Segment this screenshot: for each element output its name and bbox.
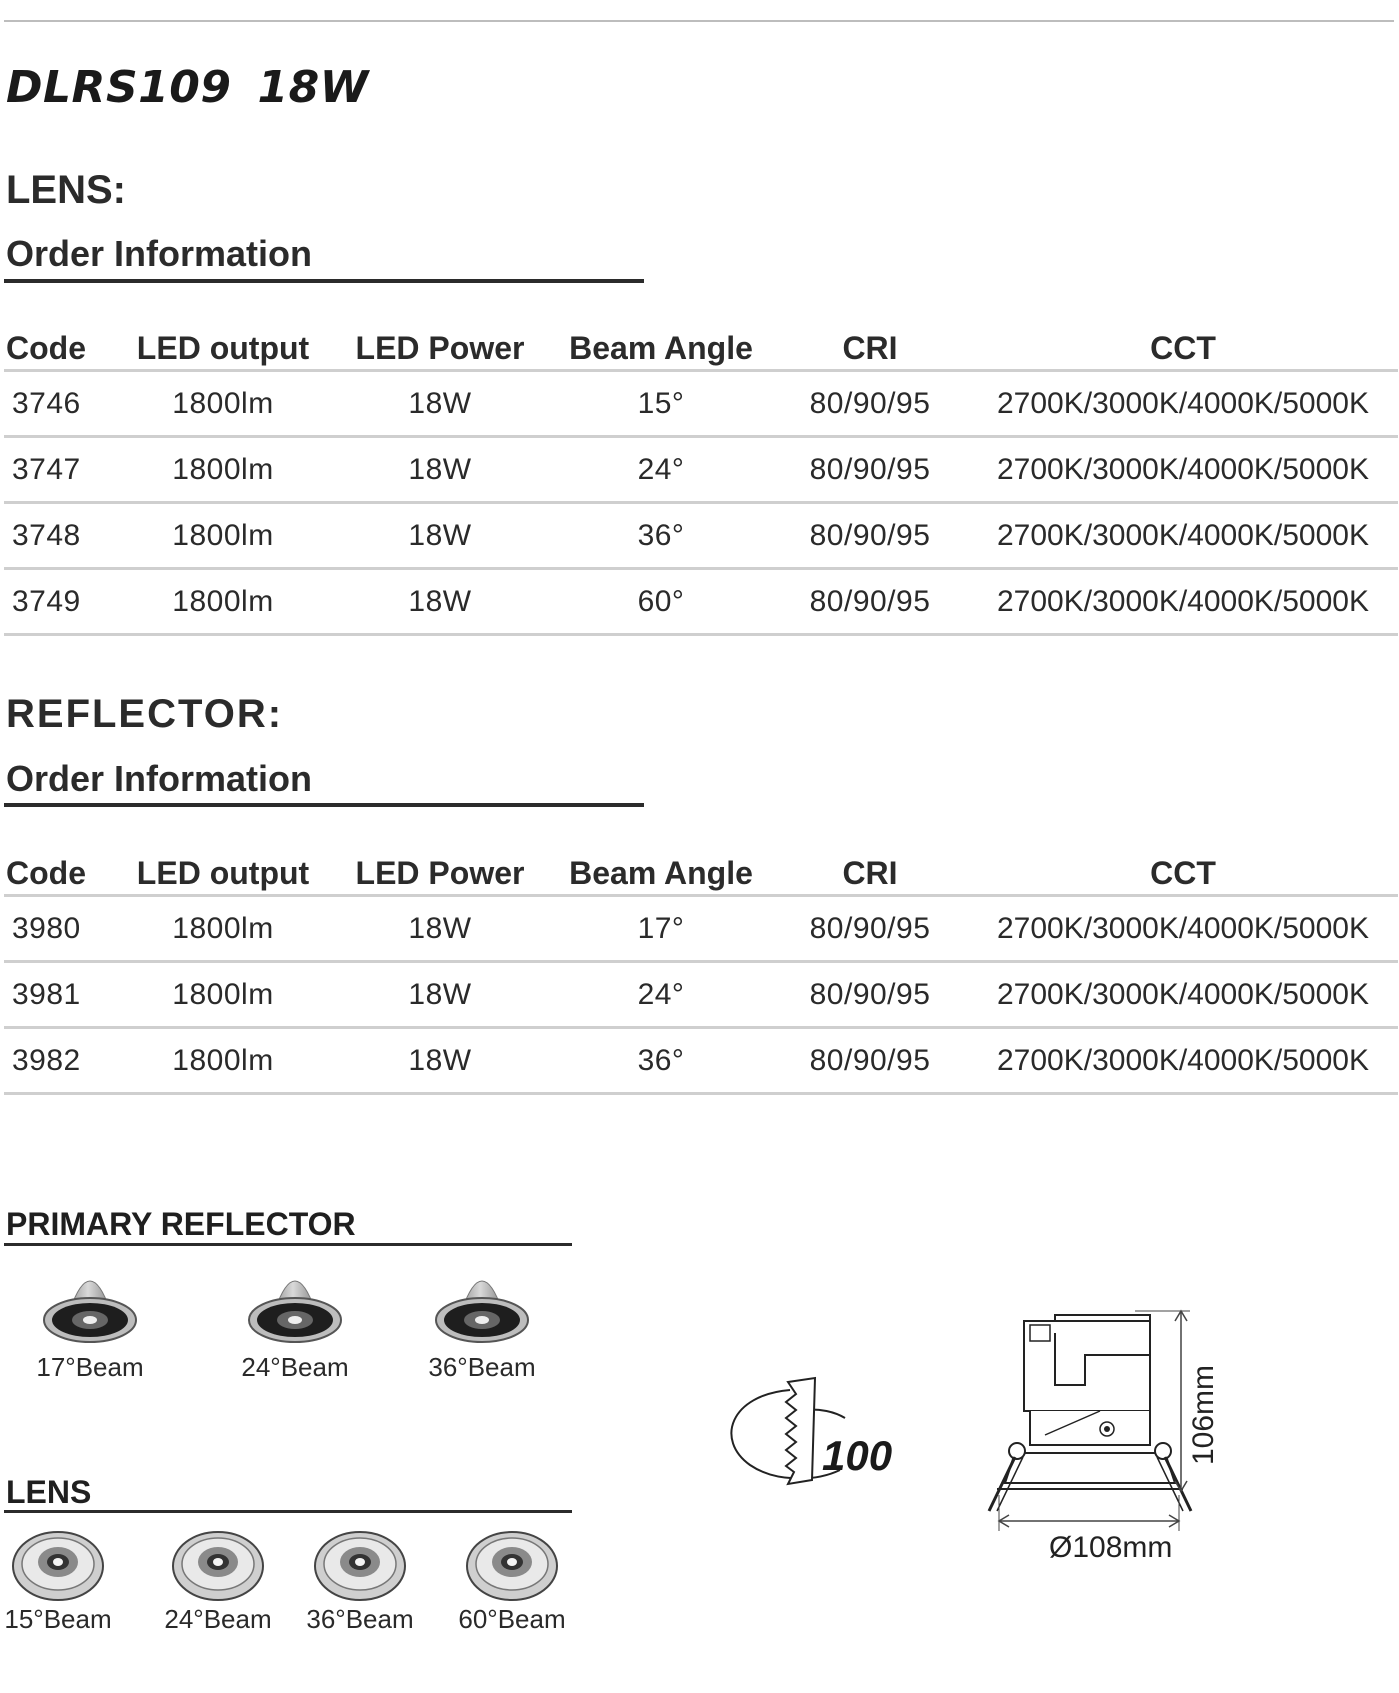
table-row <box>4 962 1398 1028</box>
lens-36-beam <box>300 1524 420 1635</box>
cell-beam-angle: 36° <box>550 1028 772 1094</box>
lens-order-title: Order Information <box>6 233 313 274</box>
beam-caption: 24°Beam <box>241 1352 349 1382</box>
cell-led-power: 18W <box>330 437 550 503</box>
col-header-led-output: LED output <box>116 828 330 896</box>
cell-code: 3749 <box>4 569 116 635</box>
lens-options-title: LENS <box>6 1474 92 1510</box>
col-header-cri: CRI <box>772 303 968 371</box>
cell-led-output: 1800lm <box>116 569 330 635</box>
lens-optic-icon <box>10 1524 106 1604</box>
cell-cri: 80/90/95 <box>772 437 968 503</box>
cell-cri: 80/90/95 <box>772 371 968 437</box>
col-header-led-power: LED Power <box>330 303 550 371</box>
primary-reflector-title: PRIMARY REFLECTOR <box>6 1206 356 1242</box>
cell-cri: 80/90/95 <box>772 896 968 962</box>
reflector-17-beam <box>20 1262 160 1383</box>
reflector-cone-icon <box>432 1262 532 1352</box>
cell-code: 3981 <box>4 962 116 1028</box>
lens-order-underline <box>4 279 644 283</box>
product-title <box>6 62 395 113</box>
cell-beam-angle: 15° <box>550 371 772 437</box>
cell-code: 3747 <box>4 437 116 503</box>
cell-cct: 2700K/3000K/4000K/5000K <box>968 896 1398 962</box>
cell-beam-angle: 17° <box>550 896 772 962</box>
beam-caption: 24°Beam <box>164 1604 272 1634</box>
cell-beam-angle: 24° <box>550 437 772 503</box>
cell-beam-angle: 60° <box>550 569 772 635</box>
cell-beam-angle: 24° <box>550 962 772 1028</box>
lens-options-underline <box>4 1510 572 1513</box>
lens-optic-icon <box>312 1524 408 1604</box>
table-row <box>4 569 1398 635</box>
primary-reflector-underline <box>4 1243 572 1246</box>
reflector-cone-icon <box>245 1262 345 1352</box>
lens-section-heading: LENS: <box>6 168 126 212</box>
reflector-24-beam <box>225 1262 365 1383</box>
cutout-symbol <box>720 1370 920 1505</box>
lens-24-beam <box>158 1524 278 1635</box>
cell-led-output: 1800lm <box>116 962 330 1028</box>
cell-led-output: 1800lm <box>116 1028 330 1094</box>
reflector-section-heading: REFLECTOR: <box>6 692 284 736</box>
col-header-cct: CCT <box>968 828 1398 896</box>
cell-code: 3746 <box>4 371 116 437</box>
lens-15-beam <box>0 1524 116 1635</box>
cell-led-power: 18W <box>330 569 550 635</box>
beam-caption: 36°Beam <box>428 1352 536 1382</box>
table-header-row <box>4 303 1398 371</box>
model-power: 18W <box>257 62 369 113</box>
beam-caption: 60°Beam <box>458 1604 566 1634</box>
cell-cri: 80/90/95 <box>772 503 968 569</box>
beam-caption: 36°Beam <box>306 1604 414 1634</box>
cell-led-output: 1800lm <box>116 896 330 962</box>
reflector-36-beam <box>412 1262 552 1383</box>
table-row <box>4 371 1398 437</box>
lens-spec-table <box>4 303 1398 636</box>
col-header-beam-angle: Beam Angle <box>550 828 772 896</box>
cutout-value: 100 <box>822 1432 893 1479</box>
cell-led-power: 18W <box>330 371 550 437</box>
cell-led-output: 1800lm <box>116 437 330 503</box>
lens-optic-icon <box>464 1524 560 1604</box>
diameter-dimension-label: Ø108mm <box>1049 1531 1173 1564</box>
dimension-drawing <box>975 1305 1275 1580</box>
reflector-order-title: Order Information <box>6 758 313 799</box>
cell-cct: 2700K/3000K/4000K/5000K <box>968 962 1398 1028</box>
col-header-code: Code <box>4 303 116 371</box>
top-divider <box>4 20 1394 22</box>
col-header-cct: CCT <box>968 303 1398 371</box>
reflector-spec-table <box>4 828 1398 1095</box>
cell-led-output: 1800lm <box>116 503 330 569</box>
cell-led-power: 18W <box>330 503 550 569</box>
col-header-beam-angle: Beam Angle <box>550 303 772 371</box>
cell-cct: 2700K/3000K/4000K/5000K <box>968 371 1398 437</box>
lens-60-beam <box>452 1524 572 1635</box>
cell-cri: 80/90/95 <box>772 569 968 635</box>
col-header-cri: CRI <box>772 828 968 896</box>
col-header-led-power: LED Power <box>330 828 550 896</box>
table-row <box>4 1028 1398 1094</box>
cell-led-power: 18W <box>330 1028 550 1094</box>
col-header-led-output: LED output <box>116 303 330 371</box>
cell-cri: 80/90/95 <box>772 962 968 1028</box>
reflector-order-underline <box>4 803 644 807</box>
cell-cct: 2700K/3000K/4000K/5000K <box>968 437 1398 503</box>
lens-optic-icon <box>170 1524 266 1604</box>
cell-led-power: 18W <box>330 896 550 962</box>
cell-code: 3982 <box>4 1028 116 1094</box>
height-dimension-label: 106mm <box>1187 1364 1220 1465</box>
cell-cct: 2700K/3000K/4000K/5000K <box>968 1028 1398 1094</box>
table-row <box>4 437 1398 503</box>
reflector-cone-icon <box>40 1262 140 1352</box>
cell-cct: 2700K/3000K/4000K/5000K <box>968 569 1398 635</box>
beam-caption: 15°Beam <box>4 1604 112 1634</box>
cell-led-output: 1800lm <box>116 371 330 437</box>
model-number: DLRS109 <box>6 62 232 113</box>
cell-code: 3748 <box>4 503 116 569</box>
cell-cri: 80/90/95 <box>772 1028 968 1094</box>
col-header-code: Code <box>4 828 116 896</box>
cell-beam-angle: 36° <box>550 503 772 569</box>
cell-led-power: 18W <box>330 962 550 1028</box>
beam-caption: 17°Beam <box>36 1352 144 1382</box>
cell-code: 3980 <box>4 896 116 962</box>
table-row <box>4 503 1398 569</box>
table-header-row <box>4 828 1398 896</box>
table-row <box>4 896 1398 962</box>
cell-cct: 2700K/3000K/4000K/5000K <box>968 503 1398 569</box>
